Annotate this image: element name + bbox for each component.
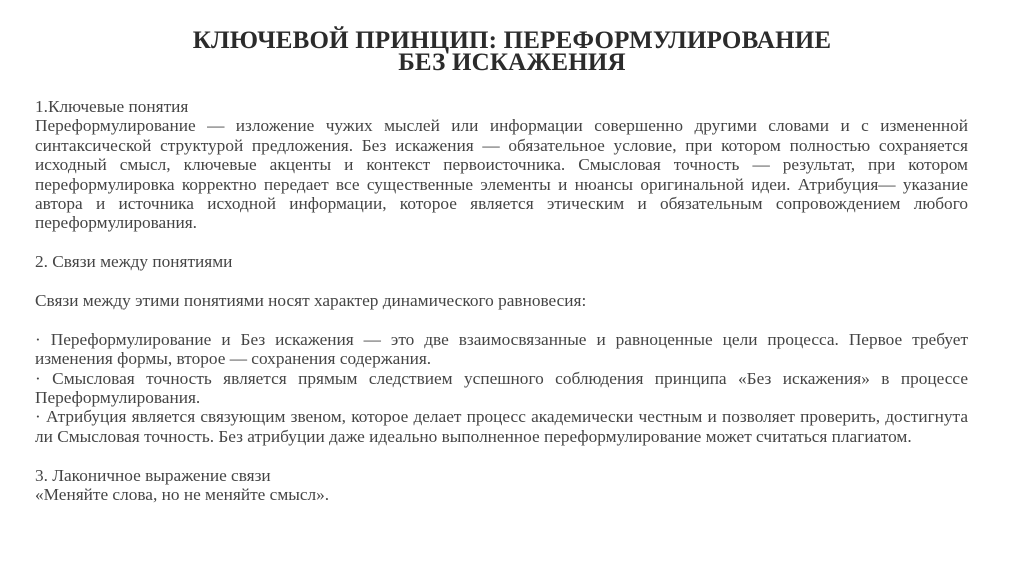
spacer bbox=[35, 310, 968, 329]
section-2-bullet-1: · Переформулирование и Без искажения — это две взаимосвязанные и равноценные цели процесса. Первое требует изменения формы, второе — сохранения содержания. bbox=[35, 329, 968, 369]
spacer bbox=[35, 446, 968, 465]
title-line-2: БЕЗ ИСКАЖЕНИЯ bbox=[398, 49, 626, 76]
section-3-quote: «Меняйте слова, но не меняйте смысл». bbox=[35, 485, 330, 505]
slide-title bbox=[60, 27, 964, 76]
section-2-heading: 2. Связи между понятиями bbox=[35, 252, 233, 272]
spacer bbox=[35, 233, 968, 252]
section-3-heading: 3. Лаконичное выражение связи bbox=[35, 465, 271, 485]
title-line-1: КЛЮЧЕВОЙ ПРИНЦИП: ПЕРЕФОРМУЛИРОВАНИЕ bbox=[192, 27, 832, 54]
section-2-bullet-3: · Атрибуция является связующим звеном, которое делает процесс академически честным и позволяет проверить, достигнута ли Смысловая точность. Без атрибуции даже идеально выполненное переформулирование может считаться плагиатом. bbox=[35, 407, 968, 446]
spacer bbox=[35, 272, 968, 291]
slide-body bbox=[35, 97, 968, 504]
section-1-heading: 1.Ключевые понятия bbox=[35, 97, 189, 116]
section-2-bullet-2: · Смысловая точность является прямым следствием успешного соблюдения принципа «Без искажения» в процессе Переформулирования. bbox=[35, 368, 968, 408]
section-2-intro: Связи между этими понятиями носят характер динамического равновесия: bbox=[35, 291, 587, 311]
section-1-text: Переформулирование — изложение чужих мыслей или информации совершенно другими словами и с измененной синтаксической структурой предложения. Без искажения — обязательное условие, при котором полностью сохраняется исходный смысл, ключевые акценты и контекст первоисточника. Смысловая точность — результат, при котором переформулировка корректно передает все существенные элементы и нюансы оригинальной идеи. Атрибуция— указание автора и источника исходной информации, которое является этическим и обязательным сопровождением любого переформулирования. bbox=[35, 116, 968, 233]
